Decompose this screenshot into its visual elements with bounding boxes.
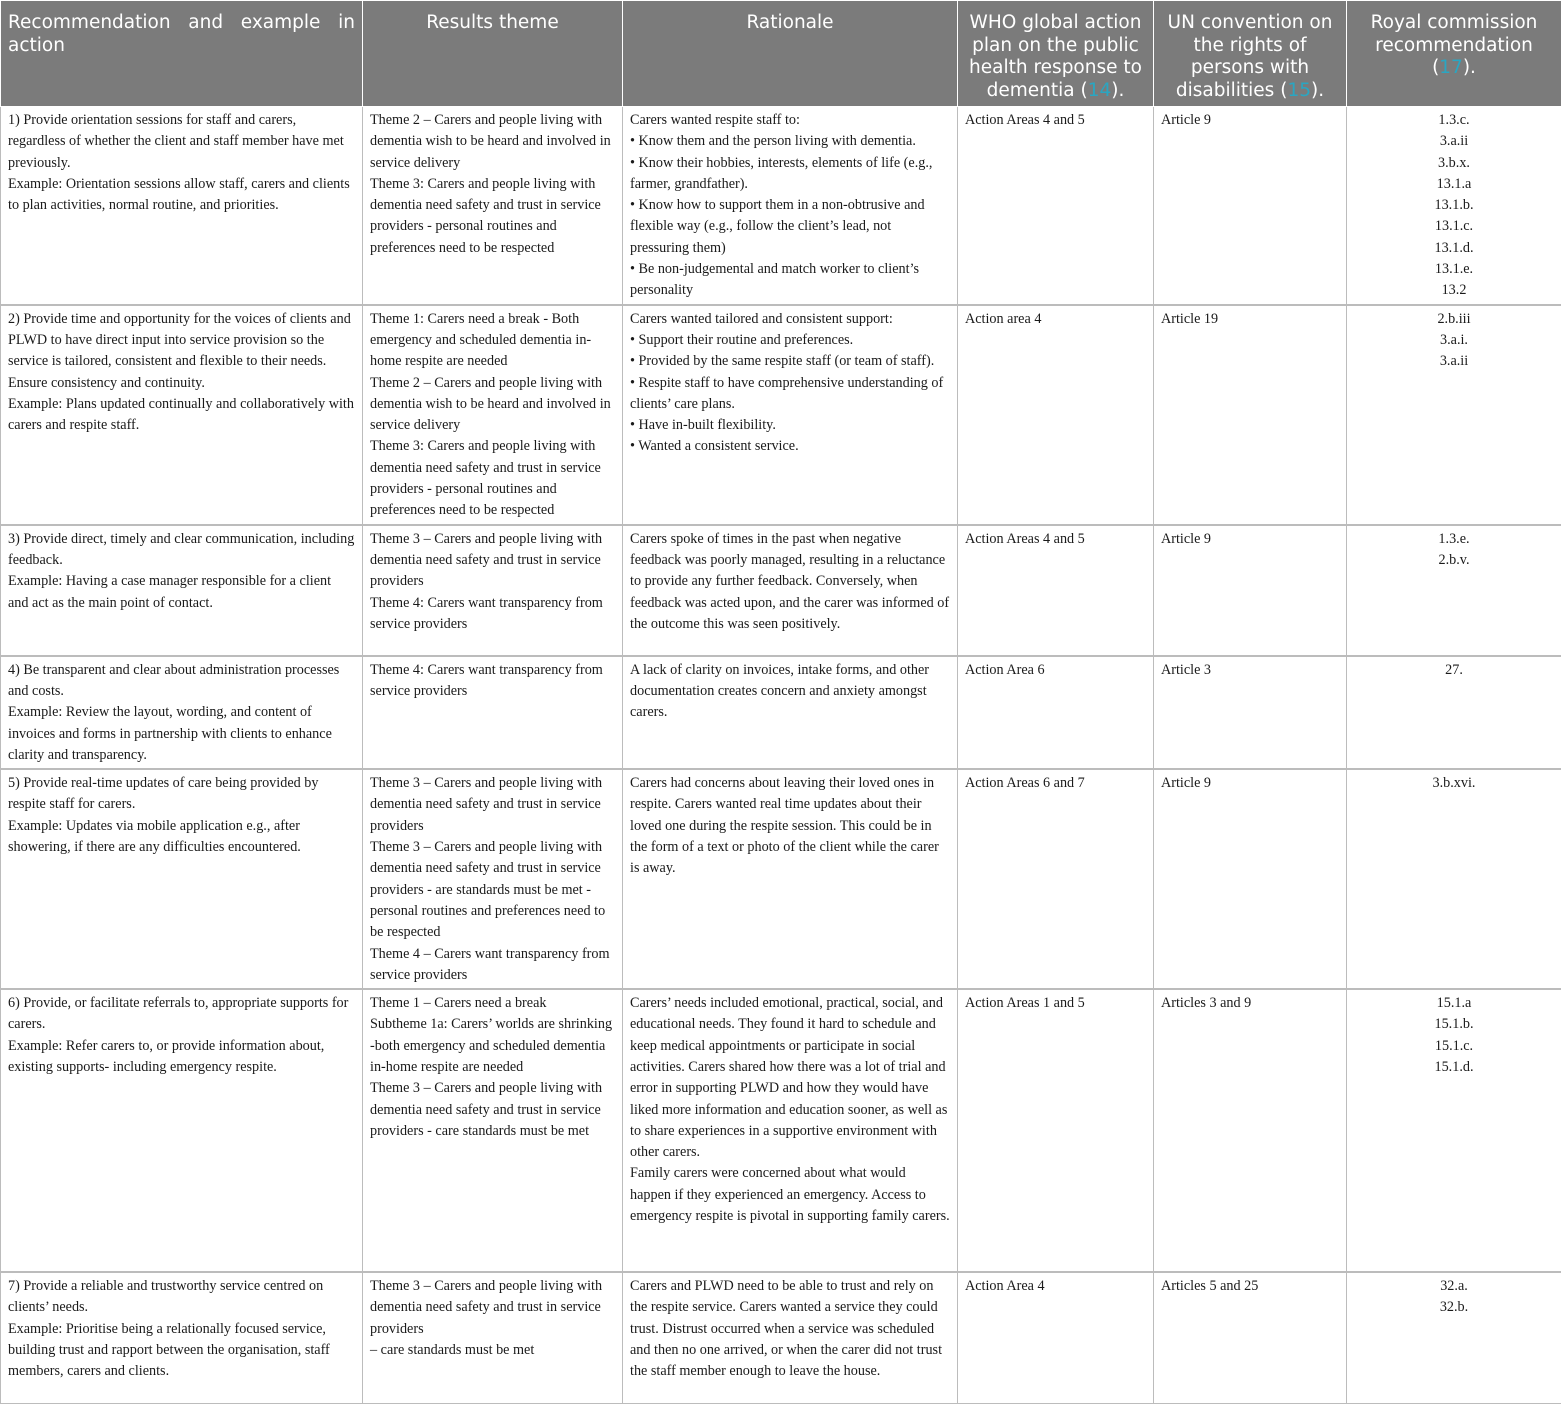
rationale-cell-line: • Know them and the person living with dementia. <box>630 131 950 152</box>
royal-commission-cell-line: 3.a.ii <box>1354 131 1554 152</box>
royal-commission-cell <box>1347 305 1561 525</box>
rationale-cell <box>623 989 958 1272</box>
results-theme-cell-line: Theme 3 – Carers and people living with dementia need safety and trust in service providers <box>370 529 615 593</box>
table-row <box>1 989 1561 1272</box>
results-theme-cell-line: Theme 3 – Carers and people living with dementia need safety and trust in service providers - care standards must be met <box>370 1078 615 1142</box>
royal-commission-cell-line: 3.a.i. <box>1354 330 1554 351</box>
royal-commission-cell <box>1347 656 1561 769</box>
royal-commission-cell-line: 2.b.iii <box>1354 309 1554 330</box>
reference-link-14[interactable]: 14 <box>1088 80 1112 101</box>
recommendation-cell-line: Example: Refer carers to, or provide information about, existing supports- including emergency respite. <box>8 1036 355 1079</box>
table-row <box>1 769 1561 989</box>
rationale-cell <box>623 769 958 989</box>
rationale-cell <box>623 525 958 656</box>
rationale-cell-line: Carers’ needs included emotional, practical, social, and educational needs. They found it hard to schedule and keep medical appointments or participate in social activities. Carers shared how there was a lot of trial and error in supporting PLWD and how they would have liked more information and education sooner, as well as to share experiences in a supportive environment with other carers. <box>630 993 950 1163</box>
header-un-text: UN convention on the rights of persons with disabilities ( <box>1168 12 1333 101</box>
header-rationale: Rationale <box>623 1 958 107</box>
rationale-cell-line: • Provided by the same respite staff (or team of staff). <box>630 351 950 372</box>
results-theme-cell-line: Theme 3 – Carers and people living with dementia need safety and trust in service providers <box>370 1276 615 1340</box>
recommendation-cell <box>1 107 363 305</box>
royal-commission-cell-line: 13.1.b. <box>1354 195 1554 216</box>
un-article-cell: Article 9 <box>1154 107 1347 305</box>
results-theme-cell-line: Theme 3 – Carers and people living with dementia need safety and trust in service providers - are standards must be met - personal routines and preferences need to be respected <box>370 837 615 943</box>
recommendation-cell-line: Example: Review the layout, wording, and content of invoices and forms in partnership with clients to enhance clarity and transparency. <box>8 702 355 766</box>
results-theme-cell-line: Theme 1 – Carers need a break <box>370 993 615 1014</box>
recommendation-cell <box>1 769 363 989</box>
header-results-theme: Results theme <box>363 1 623 107</box>
table-row <box>1 305 1561 525</box>
recommendation-cell-line: 1) Provide orientation sessions for staff and carers, regardless of whether the client and staff member have met previously. <box>8 110 355 174</box>
header-who-end: ). <box>1111 80 1124 101</box>
rationale-cell-line: Carers spoke of times in the past when negative feedback was poorly managed, resulting in a reluctance to provide any further feedback. Conversely, when feedback was acted upon, and the carer was informed of the outcome this was seen positively. <box>630 529 950 635</box>
rationale-cell-line: Carers had concerns about leaving their loved ones in respite. Carers wanted real time updates about their loved one during the respite session. This could be in the form of a text or photo of the client while the carer is away. <box>630 773 950 879</box>
royal-commission-cell <box>1347 769 1561 989</box>
results-theme-cell-line: Theme 4: Carers want transparency from service providers <box>370 660 615 703</box>
un-article-cell: Article 3 <box>1154 656 1347 769</box>
results-theme-cell <box>363 305 623 525</box>
royal-commission-cell-line: 3.b.xvi. <box>1354 773 1554 794</box>
recommendation-cell-line: 7) Provide a reliable and trustworthy service centred on clients’ needs. <box>8 1276 355 1319</box>
royal-commission-cell-line: 13.1.e. <box>1354 259 1554 280</box>
royal-commission-cell-line: 15.1.a <box>1354 993 1554 1014</box>
royal-commission-cell-line: 13.1.d. <box>1354 238 1554 259</box>
royal-commission-cell-line: 15.1.d. <box>1354 1057 1554 1078</box>
header-royal-commission <box>1347 1 1561 107</box>
rationale-cell <box>623 656 958 769</box>
rationale-cell-line: • Know how to support them in a non-obtrusive and flexible way (e.g., follow the client’s lead, not pressuring them) <box>630 195 950 259</box>
royal-commission-cell-line: 1.3.c. <box>1354 110 1554 131</box>
recommendation-cell <box>1 525 363 656</box>
rationale-cell-line: Carers and PLWD need to be able to trust and rely on the respite service. Carers wanted a service they could trust. Distrust occurred when a service was scheduled and then no one arrived, or when the carer did not trust the staff member enough to leave the house. <box>630 1276 950 1382</box>
who-action-area-cell: Action Areas 6 and 7 <box>958 769 1154 989</box>
who-action-area-cell: Action Areas 4 and 5 <box>958 107 1154 305</box>
results-theme-cell-line: Theme 3: Carers and people living with dementia need safety and trust in service providers - personal routines and preferences need to be respected <box>370 436 615 521</box>
rationale-cell-line: • Be non-judgemental and match worker to client’s personality <box>630 259 950 302</box>
un-article-cell: Articles 3 and 9 <box>1154 989 1347 1272</box>
header-who-text: WHO global action plan on the public health response to dementia ( <box>969 12 1142 101</box>
results-theme-cell-line: Subtheme 1a: Carers’ worlds are shrinking -both emergency and scheduled dementia in-home respite are needed <box>370 1014 615 1078</box>
un-article-cell: Article 9 <box>1154 769 1347 989</box>
header-row <box>1 1 1561 107</box>
recommendation-cell <box>1 656 363 769</box>
un-article-cell: Article 9 <box>1154 525 1347 656</box>
recommendation-cell-line: 6) Provide, or facilitate referrals to, appropriate supports for carers. <box>8 993 355 1036</box>
table-row <box>1 1272 1561 1403</box>
recommendation-cell-line: 4) Be transparent and clear about administration processes and costs. <box>8 660 355 703</box>
un-article-cell: Article 19 <box>1154 305 1347 525</box>
recommendation-cell <box>1 1272 363 1403</box>
who-action-area-cell: Action Area 6 <box>958 656 1154 769</box>
royal-commission-cell-line: 32.b. <box>1354 1297 1554 1318</box>
recommendation-cell <box>1 305 363 525</box>
royal-commission-cell <box>1347 1272 1561 1403</box>
royal-commission-cell-line: 1.3.e. <box>1354 529 1554 550</box>
recommendation-cell-line: Example: Having a case manager responsible for a client and act as the main point of contact. <box>8 571 355 614</box>
royal-commission-cell-line: 2.b.v. <box>1354 550 1554 571</box>
results-theme-cell <box>363 656 623 769</box>
header-recommendation: Recommendation and example in action <box>1 1 363 107</box>
recommendation-cell <box>1 989 363 1272</box>
royal-commission-cell-line: 13.1.a <box>1354 174 1554 195</box>
results-theme-cell-line: Theme 3: Carers and people living with dementia need safety and trust in service providers - personal routines and preferences need to be respected <box>370 174 615 259</box>
rationale-cell-line: Carers wanted respite staff to: <box>630 110 950 131</box>
rationale-cell-line: A lack of clarity on invoices, intake forms, and other documentation creates concern and anxiety amongst carers. <box>630 660 950 724</box>
rationale-cell-line: • Know their hobbies, interests, elements of life (e.g., farmer, grandfather). <box>630 153 950 196</box>
results-theme-cell <box>363 1272 623 1403</box>
recommendation-cell-line: Example: Plans updated continually and collaboratively with carers and respite staff. <box>8 394 355 437</box>
reference-link-15[interactable]: 15 <box>1287 80 1311 101</box>
header-royal-end: ). <box>1463 57 1476 78</box>
royal-commission-cell-line: 3.b.x. <box>1354 153 1554 174</box>
rationale-cell-line: Carers wanted tailored and consistent support: <box>630 309 950 330</box>
rationale-cell-line: • Wanted a consistent service. <box>630 436 950 457</box>
table-row <box>1 525 1561 656</box>
reference-link-17[interactable]: 17 <box>1439 57 1463 78</box>
who-action-area-cell: Action Areas 4 and 5 <box>958 525 1154 656</box>
table-row <box>1 107 1561 305</box>
royal-commission-cell-line: 13.2 <box>1354 280 1554 301</box>
recommendation-cell-line: 5) Provide real-time updates of care being provided by respite staff for carers. <box>8 773 355 816</box>
rationale-cell-line: Family carers were concerned about what would happen if they experienced an emergency. Access to emergency respite is pivotal in supporting family carers. <box>630 1163 950 1227</box>
rationale-cell <box>623 1272 958 1403</box>
results-theme-cell-line: – care standards must be met <box>370 1340 615 1361</box>
header-un-end: ). <box>1311 80 1324 101</box>
royal-commission-cell-line: 15.1.b. <box>1354 1014 1554 1035</box>
table-row <box>1 656 1561 769</box>
un-article-cell: Articles 5 and 25 <box>1154 1272 1347 1403</box>
recommendation-cell-line: Example: Orientation sessions allow staff, carers and clients to plan activities, normal routine, and priorities. <box>8 174 355 217</box>
rationale-cell-line: • Respite staff to have comprehensive understanding of clients’ care plans. <box>630 373 950 416</box>
header-royal-text: Royal commission recommendation ( <box>1371 12 1538 78</box>
royal-commission-cell-line: 32.a. <box>1354 1276 1554 1297</box>
royal-commission-cell-line: 13.1.c. <box>1354 216 1554 237</box>
recommendation-cell-line: Example: Prioritise being a relationally focused service, building trust and rapport between the organisation, staff members, carers and clients. <box>8 1319 355 1383</box>
rationale-cell <box>623 305 958 525</box>
results-theme-cell-line: Theme 4: Carers want transparency from service providers <box>370 593 615 636</box>
results-theme-cell <box>363 525 623 656</box>
header-un-convention <box>1154 1 1347 107</box>
results-theme-cell-line: Theme 4 – Carers want transparency from service providers <box>370 944 615 987</box>
recommendation-cell-line: 3) Provide direct, timely and clear communication, including feedback. <box>8 529 355 572</box>
recommendation-cell-line: 2) Provide time and opportunity for the voices of clients and PLWD to have direct input into service provision so the service is tailored, consistent and flexible to their needs. Ensure consistency and continuity. <box>8 309 355 394</box>
royal-commission-cell <box>1347 525 1561 656</box>
who-action-area-cell: Action Areas 1 and 5 <box>958 989 1154 1272</box>
results-theme-cell-line: Theme 3 – Carers and people living with dementia need safety and trust in service providers <box>370 773 615 837</box>
results-theme-cell <box>363 989 623 1272</box>
royal-commission-cell <box>1347 989 1561 1272</box>
results-theme-cell <box>363 107 623 305</box>
table-body <box>1 107 1561 1404</box>
rationale-cell-line: • Support their routine and preferences. <box>630 330 950 351</box>
rationale-cell <box>623 107 958 305</box>
who-action-area-cell: Action area 4 <box>958 305 1154 525</box>
header-who-plan <box>958 1 1154 107</box>
results-theme-cell-line: Theme 2 – Carers and people living with dementia wish to be heard and involved in service delivery <box>370 110 615 174</box>
royal-commission-cell-line: 27. <box>1354 660 1554 681</box>
rationale-cell-line: • Have in-built flexibility. <box>630 415 950 436</box>
who-action-area-cell: Action Area 4 <box>958 1272 1154 1403</box>
recommendation-cell-line: Example: Updates via mobile application e.g., after showering, if there are any difficulties encountered. <box>8 816 355 859</box>
results-theme-cell-line: Theme 1: Carers need a break - Both emergency and scheduled dementia in-home respite are needed <box>370 309 615 373</box>
results-theme-cell-line: Theme 2 – Carers and people living with dementia wish to be heard and involved in service delivery <box>370 373 615 437</box>
royal-commission-cell-line: 15.1.c. <box>1354 1036 1554 1057</box>
royal-commission-cell <box>1347 107 1561 305</box>
royal-commission-cell-line: 3.a.ii <box>1354 351 1554 372</box>
results-theme-cell <box>363 769 623 989</box>
